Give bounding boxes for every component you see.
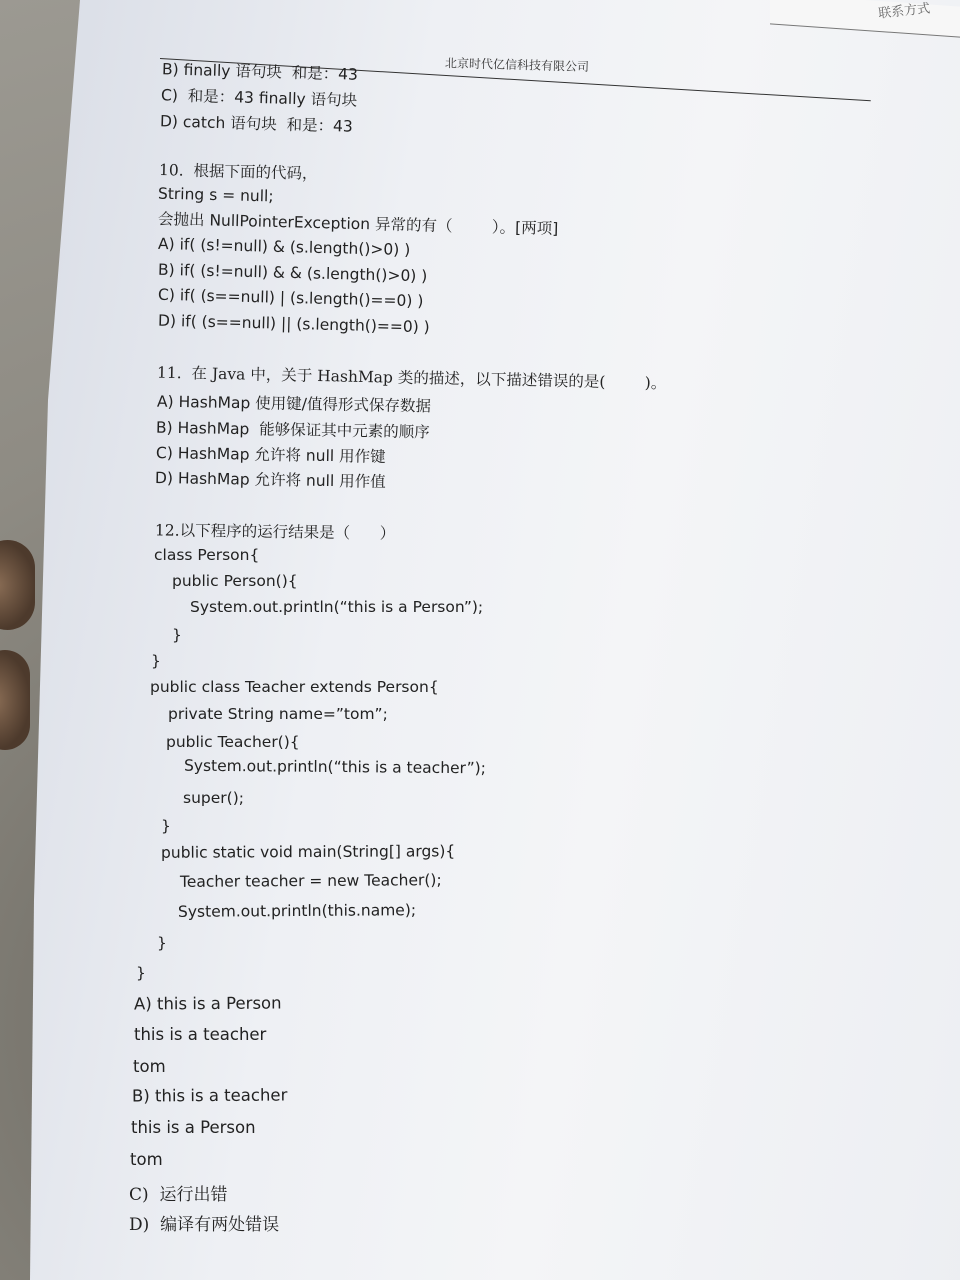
code-line: public static void main(String[] args){ [160, 842, 456, 862]
option-line: A) this is a Person [133, 993, 282, 1014]
question-title: 12.以下程序的运行结果是（ ） [154, 521, 396, 543]
option-line: D) catch 语句块 和是：43 [159, 112, 354, 136]
option-line: A) HashMap 使用键/值得形式保存数据 [156, 392, 432, 416]
code-line: class Person{ [154, 546, 260, 564]
option-line: this is a teacher [134, 1025, 267, 1044]
option-line: D) if( (s==null) || (s.length()==0) ) [157, 311, 430, 337]
option-line: D) 编译有两处错误 [129, 1215, 280, 1235]
option-line: C) 和是：43 finally 语句块 [160, 86, 358, 110]
code-line: public class Teacher extends Person{ [150, 678, 439, 696]
option-line: A) if( (s!=null) & (s.length()>0) ) [157, 234, 411, 260]
option-line: tom [130, 1150, 163, 1169]
option-line: C) if( (s==null) | (s.length()==0) ) [157, 285, 424, 311]
option-line: D) HashMap 允许将 null 用作值 [154, 468, 386, 492]
header-company: 北京时代亿信科技有限公司 [444, 56, 590, 74]
code-line: System.out.println(this.name); [177, 901, 417, 921]
option-line: B) finally 语句块 和是：43 [161, 60, 359, 84]
code-line: String s = null; [157, 184, 274, 206]
option-line: B) this is a teacher [131, 1085, 288, 1106]
question-title: 10. 根据下面的代码， [158, 161, 318, 183]
option-line: B) HashMap 能够保证其中元素的顺序 [155, 418, 430, 442]
code-line: private String name=”tom”; [168, 705, 388, 723]
option-line: C) 运行出错 [129, 1185, 228, 1205]
code-line: } [157, 934, 167, 952]
code-line: } [136, 964, 146, 982]
option-line: tom [133, 1057, 166, 1076]
option-line: this is a Person [131, 1118, 256, 1137]
code-line: System.out.println(“this is a teacher”); [183, 756, 487, 778]
corner-label: 联系方式 [877, 1, 931, 22]
question-title: 11. 在 Java 中，关于 HashMap 类的描述，以下描述错误的是( )。 [156, 363, 667, 393]
option-line: B) if( (s!=null) & & (s.length()>0) ) [157, 260, 428, 286]
code-line: System.out.println(“this is a Person”); [190, 598, 484, 616]
code-line: super(); [183, 789, 244, 807]
question-text: 会抛出 NullPointerException 异常的有（ ）。[两项] [157, 210, 559, 238]
code-line: public Teacher(){ [166, 733, 300, 751]
finger [0, 540, 35, 630]
code-line: Teacher teacher = new Teacher(); [179, 871, 442, 891]
code-line: } [172, 626, 182, 644]
option-line: C) HashMap 允许将 null 用作键 [155, 443, 386, 467]
code-line: public Person(){ [172, 572, 298, 590]
code-line: } [161, 817, 171, 835]
code-line: } [151, 652, 161, 670]
finger [0, 650, 30, 750]
